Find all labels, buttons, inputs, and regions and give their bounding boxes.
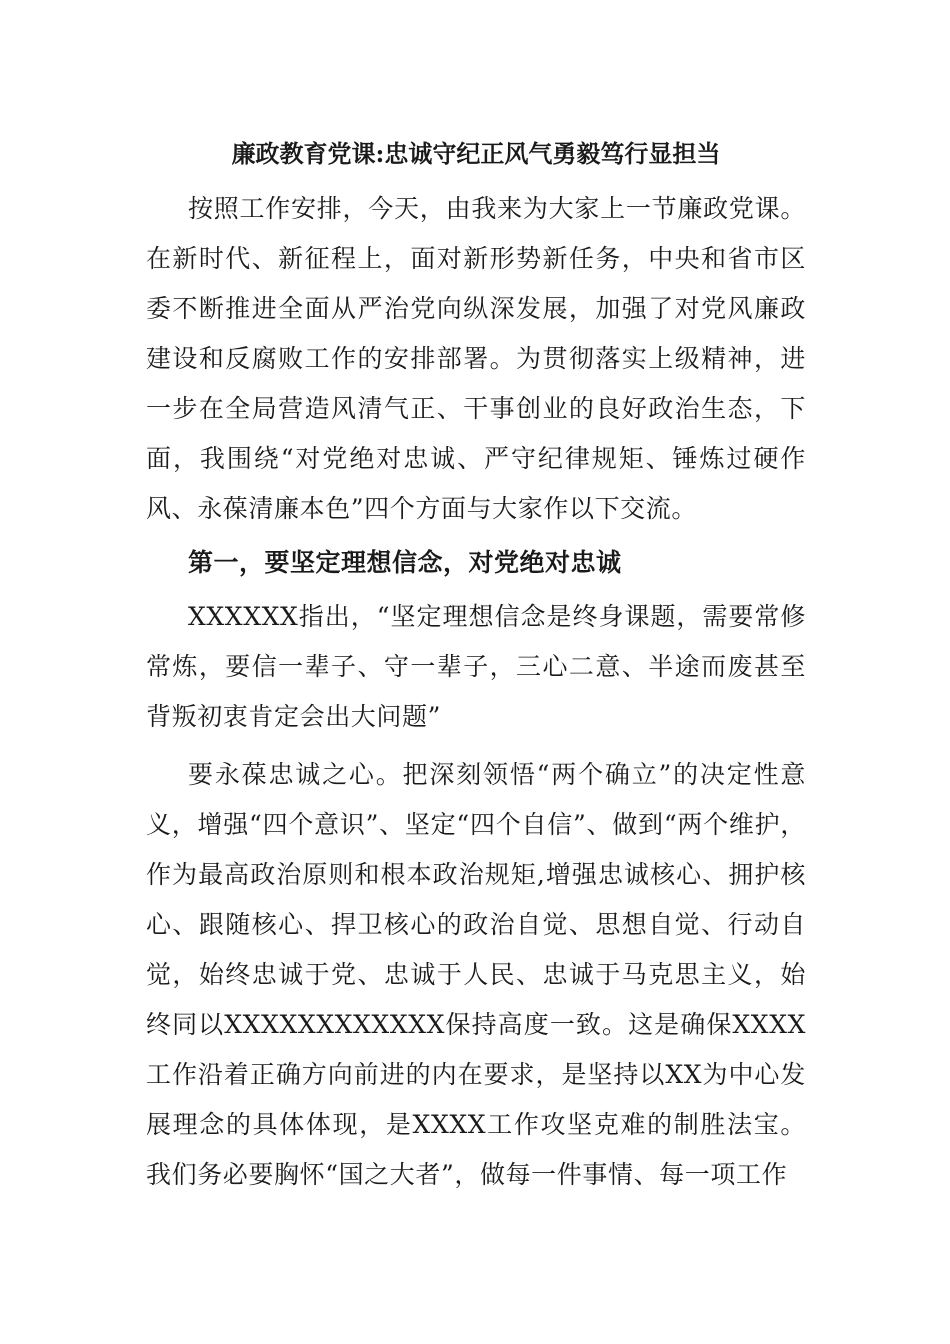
section-heading: 第一，要坚定理想信念，对党绝对忠诚 [188, 548, 622, 577]
document-body [146, 128, 806, 1200]
document-title: 廉政教育党课:忠诚守纪正风气勇毅笃行显担当 [231, 139, 721, 168]
intro-paragraph: 按照工作安排，今天，由我来为大家上一节廉政党课。在新时代、新征程上，面对新形势新任务，中央和省市区委不断推进全面从严治党向纵深发展，加强了对党风廉政建设和反腐败工作的安排部署。为贯彻落实上级精神，进一步在全局营造风清气正、干事创业的良好政治生态，下面，我围绕“对党绝对忠诚、严守纪律规矩、锤炼过硬作风、永葆清廉本色”四个方面与大家作以下交流。 [146, 194, 806, 523]
body-paragraph: 要永葆忠诚之心。把深刻领悟“两个确立”的决定性意义，增强“四个意识”、坚定“四个自信”、做到“两个维护，作为最高政治原则和根本政治规矩,增强忠诚核心、拥护核心、跟随核心、捍卫核心的政治自觉、思想自觉、行动自觉，始终忠诚于党、忠诚于人民、忠诚于马克思主义，始终同以XXXXXXXXXXXX保持高度一致。这是确保XXXX工作沿着正确方向前进的内在要求，是坚持以XX为中心发展理念的具体体现，是XXXX工作攻坚克难的制胜法宝。我们务必要胸怀“国之大者”，做每一件事情、每一项工作 [146, 760, 806, 1189]
quote-paragraph: XXXXXX指出，“坚定理想信念是终身课题，需要常修常炼，要信一辈子、守一辈子，三心二意、半途而废甚至背叛初衷肯定会出大问题” [146, 602, 806, 731]
